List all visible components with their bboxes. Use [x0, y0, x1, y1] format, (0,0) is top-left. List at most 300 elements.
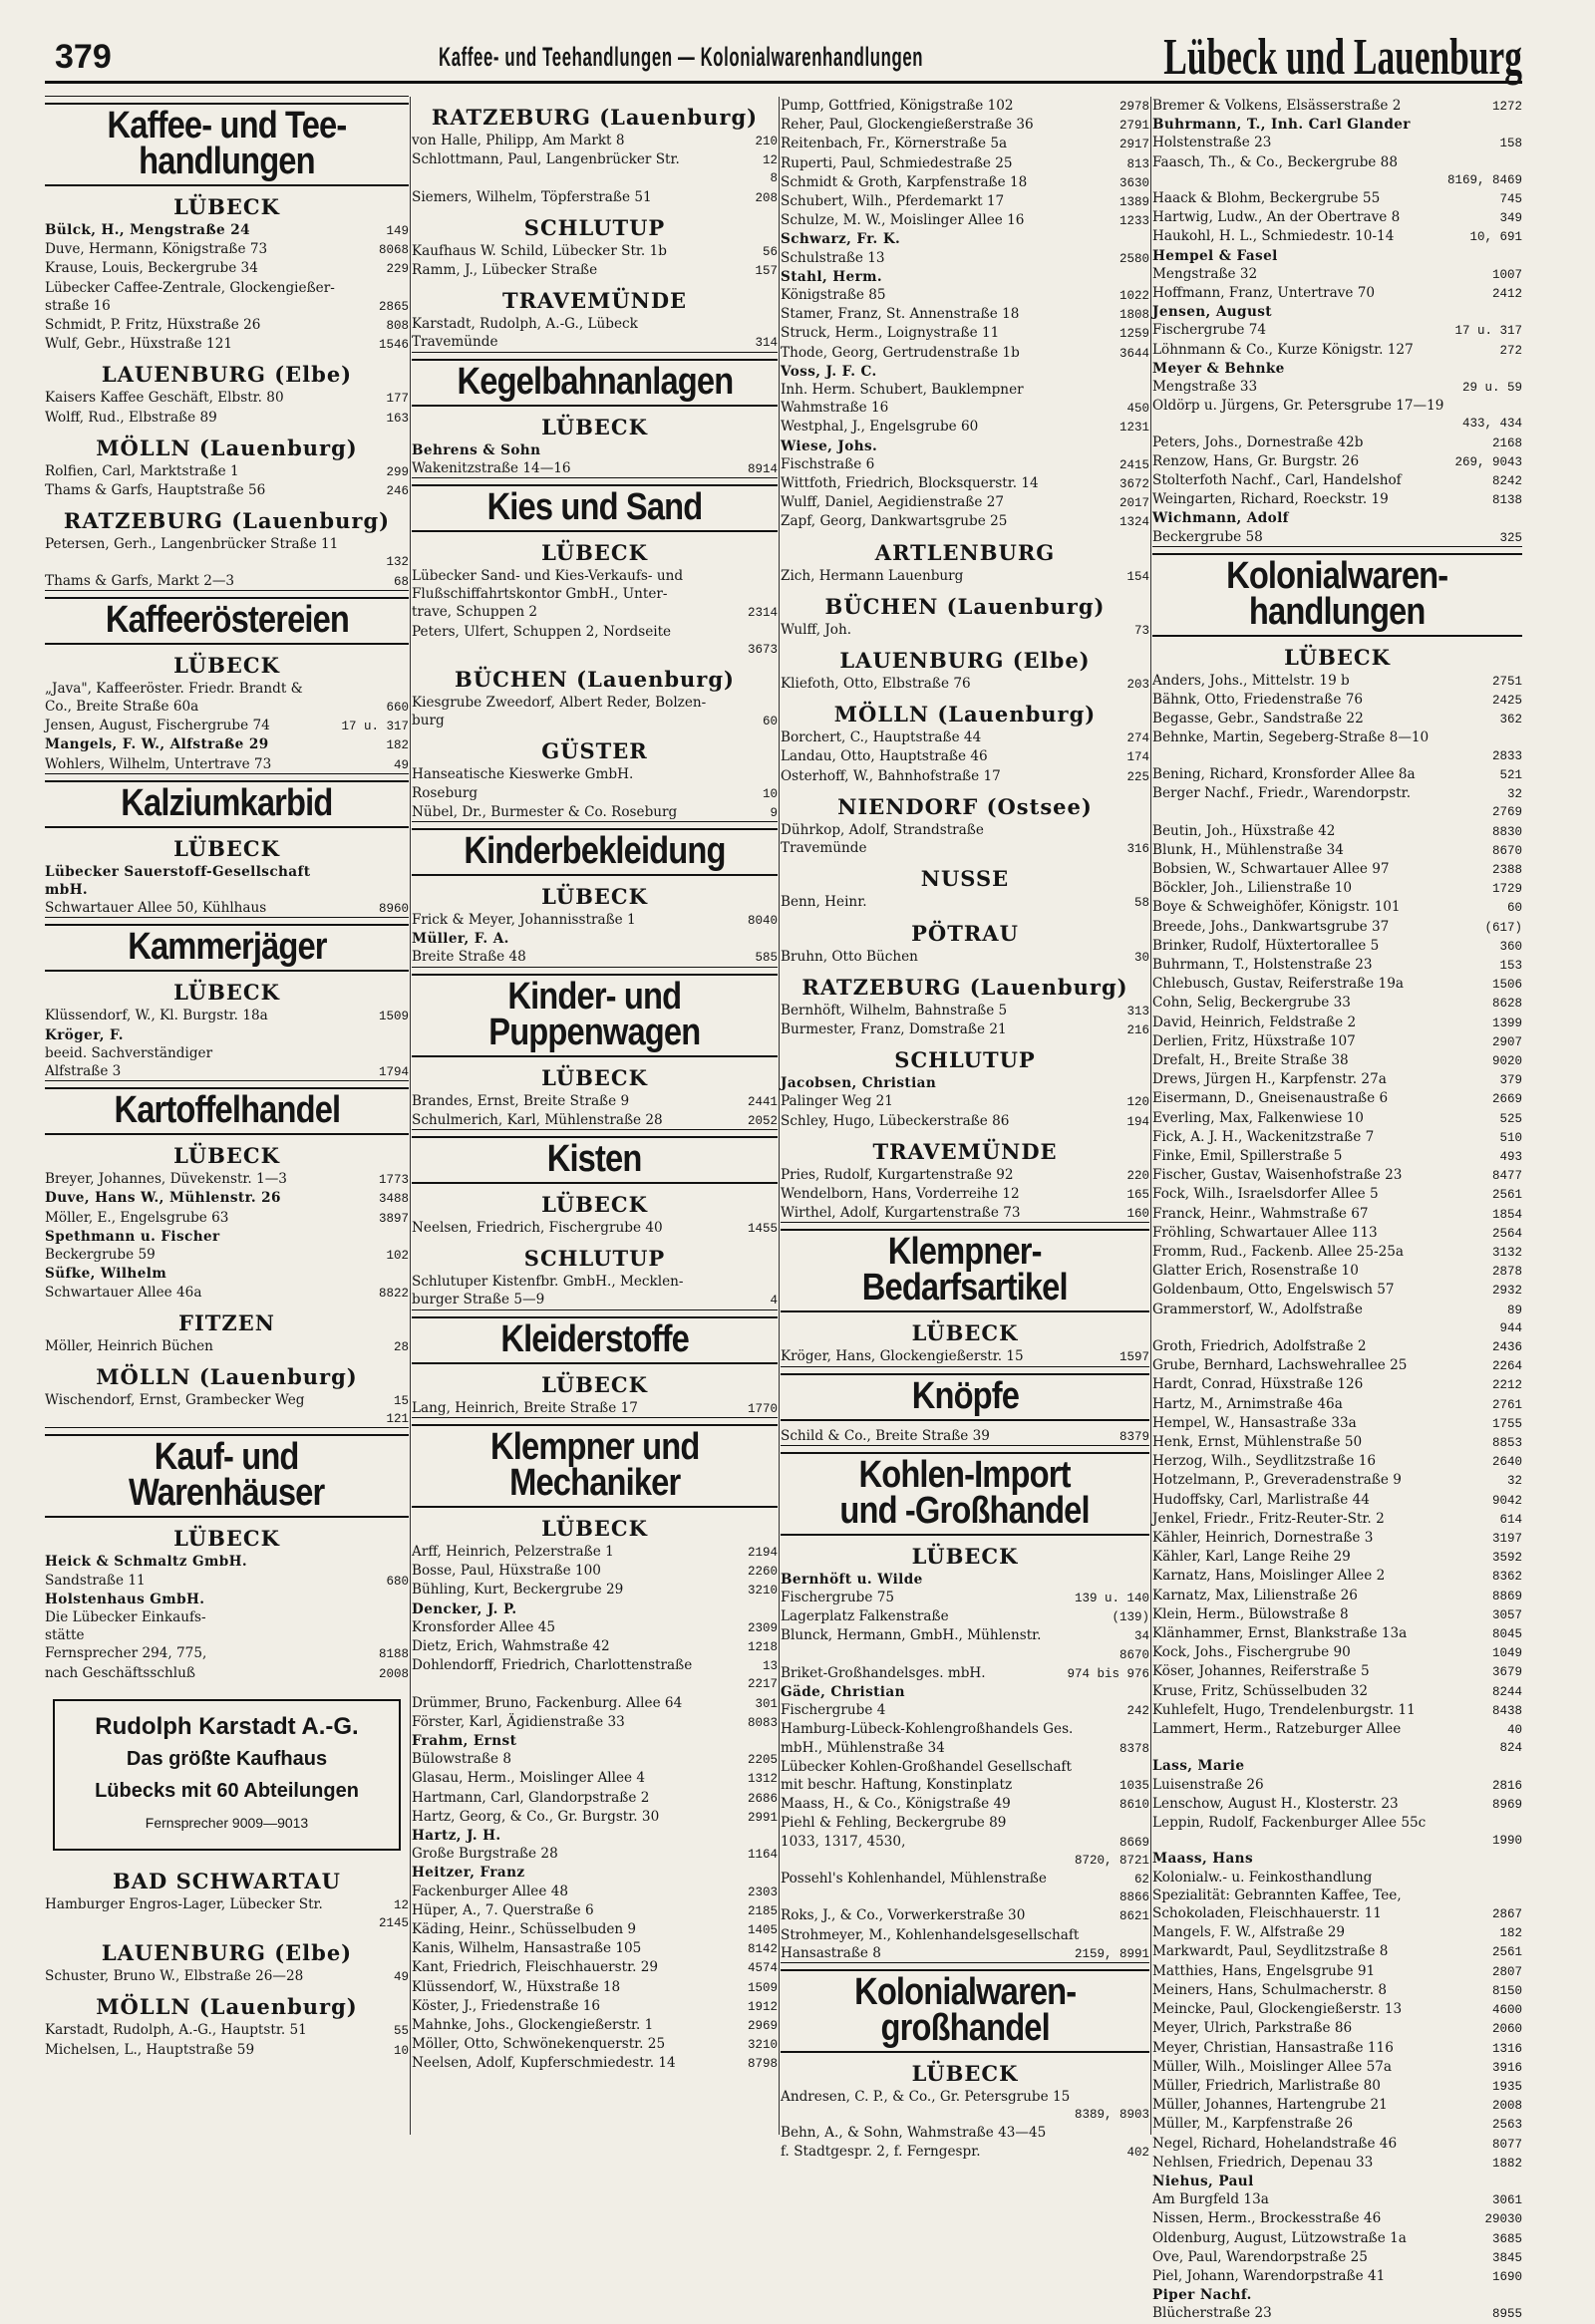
city-heading: BAD SCHWARTAU [113, 1868, 341, 1893]
directory-entry [1152, 1850, 1522, 1868]
phone-number: 8242 [1491, 474, 1522, 489]
entry-name: Süfke, Wilhelm [45, 1266, 167, 1283]
category-title: Kaffee- und Tee- handlungen [107, 105, 347, 182]
phone-number: 2052 [747, 1113, 778, 1128]
entry-name: Karnatz, Hans, Moislinger Allee 2 [1152, 1568, 1386, 1585]
phone-number: 2865 [378, 299, 409, 314]
entry-name: Grube, Bernhard, Lachswehrallee 25 [1152, 1357, 1408, 1374]
directory-entry [412, 242, 778, 261]
phone-number: 62 [1133, 1872, 1149, 1887]
entry-name: 1033, 1317, 4530, [781, 1833, 906, 1850]
entry-name: Chlebusch, Gustav, Reiferstraße 19a [1152, 976, 1404, 993]
phone-number: 3916 [1491, 2060, 1522, 2075]
entry-name: Fackenburger Allee 48 [412, 1883, 569, 1899]
directory-entry [45, 2041, 409, 2060]
directory-entry [1152, 1720, 1522, 1739]
directory-entry [781, 474, 1149, 493]
entry-name: Mangels, F. W., Alfstraße 29 [1152, 1924, 1345, 1941]
entry-name: Thams & Garfs, Markt 2—3 [45, 572, 235, 589]
entry-name: Thams & Garfs, Hauptstraße 56 [45, 482, 266, 499]
entry-name: Fröhling, Schwartauer Allee 113 [1152, 1224, 1378, 1241]
phone-number: 60 [762, 715, 778, 729]
entry-name: Schokoladen, Fleischhauerstr. 11 [1152, 1905, 1382, 1922]
directory-entry [1152, 509, 1522, 527]
directory-entry [45, 863, 409, 881]
directory-entry [412, 1789, 778, 1808]
directory-entry [412, 1600, 778, 1618]
directory-entry [1152, 1319, 1522, 1337]
entry-name: Osterhoff, W., Bahnhofstraße 17 [781, 767, 1001, 784]
directory-entry [1152, 1070, 1522, 1089]
city-heading: LÜBECK [541, 884, 648, 910]
directory-entry [1152, 1962, 1522, 1981]
page-header [45, 22, 1522, 84]
directory-entry [1152, 2135, 1522, 2154]
directory-entry [412, 1675, 778, 1693]
entry-name: Mengstraße 32 [1152, 265, 1258, 282]
city-heading: SCHLUTUP [523, 214, 666, 240]
directory-entry [1152, 1701, 1522, 1720]
phone-number: 1729 [1491, 882, 1522, 897]
directory-entry [781, 2124, 1149, 2142]
column-divider [779, 97, 780, 2135]
directory-entry [1152, 341, 1522, 360]
category-title: Knöpfe [911, 1374, 1019, 1417]
category-title: Kauf- und Warenhäuser [129, 1436, 325, 1515]
entry-name: Ruperti, Paul, Schmiedestraße 25 [781, 154, 1013, 171]
entry-name: Franck, Heinr., Wahmstraße 67 [1152, 1205, 1369, 1222]
phone-number: 2441 [747, 1094, 778, 1109]
directory-entry [781, 399, 1149, 418]
phone-number: 15 [393, 1393, 409, 1408]
city-heading: PÖTRAU [911, 920, 1019, 946]
category-title: Kohlen-Import und -Großhandel [839, 1453, 1091, 1532]
directory-entry [45, 279, 409, 297]
entry-name: Behrens & Sohn [412, 441, 541, 458]
city-heading: LÜBECK [173, 835, 280, 861]
directory-entry [412, 712, 778, 730]
directory-entry [1152, 860, 1522, 879]
entry-name: Nehlsen, Friedrich, Depenau 33 [1152, 2154, 1374, 2171]
directory-entry [1152, 1887, 1522, 1904]
phone-number: 2168 [1491, 436, 1522, 450]
entry-name: Hamburg-Lübeck-Kohlengroßhandels Ges. [781, 1721, 1074, 1738]
entry-name: trave, Schuppen 2 [412, 604, 538, 621]
entry-name: Wohlers, Wilhelm, Untertrave 73 [45, 755, 272, 772]
directory-entry [1152, 803, 1522, 821]
phone-number: 55 [393, 2024, 409, 2039]
city-heading: NUSSE [920, 866, 1010, 892]
directory-entry [45, 1044, 409, 1062]
directory-entry [1152, 452, 1522, 471]
phone-number: 1399 [1491, 1016, 1522, 1030]
phone-number: 58 [1133, 896, 1149, 911]
phone-number: 120 [1126, 1095, 1149, 1110]
phone-number: 8379 [1118, 1429, 1149, 1444]
directory-entry [45, 1026, 409, 1044]
directory-entry [1152, 1433, 1522, 1452]
phone-number: 1990 [1491, 1834, 1522, 1849]
city-heading: TRAVEMÜNDE [872, 1138, 1058, 1164]
directory-entry [45, 899, 409, 918]
category-heading [412, 974, 778, 1057]
directory-entry [45, 1007, 409, 1025]
entry-name: Beckergrube 58 [1152, 528, 1263, 545]
phone-number: 2260 [747, 1565, 778, 1580]
entry-name: Begasse, Gebr., Sandstraße 22 [1152, 711, 1364, 727]
entry-name: Goldenbaum, Otto, Engelswisch 57 [1152, 1282, 1395, 1299]
category-title: Kammerjäger [127, 926, 327, 969]
directory-entry [45, 1062, 409, 1081]
directory-entry [45, 1591, 409, 1608]
directory-entry [45, 881, 409, 899]
phone-number: 160 [1126, 1207, 1149, 1222]
city-heading: LÜBECK [911, 1543, 1019, 1569]
entry-name: Hartmann, Carl, Glandorpstraße 2 [412, 1789, 650, 1806]
entry-name: Wittfoth, Friedrich, Blocksquerstr. 14 [781, 475, 1039, 492]
entry-name: Jenkel, Friedr., Fritz-Reuter-Str. 2 [1152, 1510, 1385, 1527]
phone-number: 1389 [1118, 195, 1149, 210]
directory-entry [1152, 2000, 1522, 2019]
directory-entry [412, 1562, 778, 1581]
phone-number: 34 [1133, 1629, 1149, 1644]
entry-name: Drews, Jürgen H., Karpfenstr. 27a [1152, 1071, 1387, 1088]
phone-number: 29030 [1484, 2212, 1522, 2227]
directory-entry [45, 297, 409, 316]
entry-name: Breyer, Johannes, Düvekenstr. 1—3 [45, 1171, 287, 1188]
directory-entry [1152, 1032, 1522, 1051]
phone-number: 2791 [1118, 119, 1149, 134]
entry-name: Piper Nachf. [1152, 2287, 1252, 2304]
entry-name: Haukohl, H. L., Schmiedestr. 10-14 [1152, 228, 1395, 245]
city-heading: LAUENBURG (Elbe) [101, 1940, 353, 1966]
entry-name: Everling, Max, Falkenwiese 10 [1152, 1109, 1364, 1126]
city-heading: LAUENBURG (Elbe) [101, 362, 353, 388]
phone-number: 3845 [1491, 2250, 1522, 2265]
entry-name: Lübecker Caffee-Zentrale, Glockengießer- [45, 279, 335, 296]
phone-number: 1233 [1118, 214, 1149, 229]
phone-number: 2145 [378, 1915, 409, 1930]
entry-name: Roseburg [412, 784, 478, 801]
entry-name: Königstraße 85 [781, 287, 886, 304]
phone-number: 1755 [1491, 1416, 1522, 1431]
directory-entry [412, 803, 778, 822]
directory-entry [781, 1833, 1149, 1852]
entry-name: Fischer, Gustav, Waisenhofstraße 23 [1152, 1167, 1403, 1184]
entry-name: Fock, Wilh., Israelsdorfer Allee 5 [1152, 1186, 1379, 1203]
phone-number: 246 [386, 484, 409, 499]
directory-entry [781, 493, 1149, 512]
entry-name: Stolterfoth Nachf., Carl, Handelshof [1152, 472, 1402, 489]
entry-name: Kaufhaus W. Schild, Lübecker Str. 1b [412, 242, 667, 259]
entry-name: Finke, Emil, Spillerstraße 5 [1152, 1147, 1343, 1164]
directory-entry [412, 585, 778, 603]
phone-number: 808 [386, 319, 409, 334]
advertisement-line: Lübecks mit 60 Abteilungen [95, 1779, 359, 1802]
phone-number: 8670 [1118, 1647, 1149, 1662]
directory-entry [45, 316, 409, 335]
entry-name: Wendelborn, Hans, Vorderreihe 12 [781, 1185, 1020, 1202]
phone-number: 182 [1499, 1926, 1522, 1941]
directory-entry [781, 2106, 1149, 2124]
phone-number: 1770 [747, 1401, 778, 1416]
entry-name: Karnatz, Max, Lilienstraße 26 [1152, 1587, 1358, 1603]
phone-number: 154 [1126, 569, 1149, 584]
page-number: 379 [55, 38, 112, 76]
entry-name: Luisenstraße 26 [1152, 1776, 1264, 1793]
directory-entry [412, 1901, 778, 1920]
entry-name: Struck, Herm., Loignystraße 11 [781, 325, 1000, 342]
phone-number: 269, 9043 [1454, 454, 1522, 469]
directory-entry [45, 389, 409, 408]
entry-name: Neelsen, Adolf, Kupferschmiedestr. 14 [412, 2055, 676, 2072]
city-heading: LÜBECK [541, 540, 648, 566]
entry-name: Kiesgrube Zweedorf, Albert Reder, Bolzen- [412, 695, 707, 712]
advertisement-box [53, 1699, 401, 1851]
phone-number: 203 [1126, 678, 1149, 693]
directory-entry [412, 188, 778, 207]
entry-name: Haack & Blohm, Beckergrube 55 [1152, 190, 1381, 207]
city-heading: NIENDORF (Ostsee) [837, 793, 1093, 819]
entry-name: mbH. [45, 882, 89, 899]
phone-number: 8670 [1491, 843, 1522, 858]
entry-name: Meincke, Paul, Glockengießerstr. 13 [1152, 2001, 1403, 2018]
directory-entry [45, 1626, 409, 1644]
directory-entry [1152, 1757, 1522, 1775]
directory-entry [781, 1571, 1149, 1589]
directory-entry [781, 675, 1149, 694]
directory-entry [1152, 1795, 1522, 1814]
entry-name: Wulff, Joh. [781, 621, 852, 638]
entry-name: Hotzelmann, P., Greveradenstraße 9 [1152, 1472, 1402, 1489]
category-heading [412, 1316, 778, 1364]
phone-number: 4600 [1491, 2003, 1522, 2018]
entry-name: Oldörp u. Jürgens, Gr. Petersgrube 17—19 [1152, 398, 1444, 415]
category-title: Kegelbahnanlagen [457, 360, 733, 403]
directory-entry [1152, 134, 1522, 152]
entry-name: Hudoffsky, Carl, Marlistraße 44 [1152, 1491, 1370, 1508]
entry-name: Schild & Co., Breite Straße 39 [781, 1427, 990, 1444]
directory-entry [781, 268, 1149, 286]
entry-name: mbH., Mühlenstraße 34 [781, 1739, 945, 1756]
phone-number: 2303 [747, 1885, 778, 1899]
directory-entry [1152, 1452, 1522, 1471]
directory-entry [1152, 1814, 1522, 1832]
directory-entry [412, 641, 778, 659]
phone-number: 1022 [1118, 289, 1149, 304]
directory-entry [781, 1664, 1149, 1683]
phone-number: 29 u. 59 [1461, 381, 1522, 396]
phone-number: 9042 [1491, 1493, 1522, 1508]
entry-name: Krause, Louis, Beckergrube 34 [45, 260, 258, 277]
entry-name: Kolonialw.- u. Feinkosthandlung [1152, 1869, 1373, 1886]
phone-number: 1231 [1118, 421, 1149, 436]
entry-name: Wichmann, Adolf [1152, 510, 1289, 527]
phone-number: 2807 [1491, 1964, 1522, 1979]
entry-name: Wischendorf, Ernst, Grambecker Weg [45, 1391, 305, 1408]
directory-entry [412, 1864, 778, 1882]
entry-name: Hempel, W., Hansastraße 33a [1152, 1414, 1357, 1431]
phone-number: 208 [755, 190, 778, 205]
entry-name: Zich, Hermann Lauenburg [781, 567, 964, 584]
category-title: Kartoffelhandel [114, 1089, 340, 1132]
entry-name: Schlottmann, Paul, Langenbrücker Str. [412, 151, 680, 168]
entry-name: Negel, Richard, Hohelandstraße 46 [1152, 2135, 1398, 2152]
phone-number: 1882 [1491, 2156, 1522, 2171]
phone-number: 2564 [1491, 1226, 1522, 1241]
entry-name: Hartz, Georg, & Co., Gr. Burgstr. 30 [412, 1808, 660, 1825]
entry-name: Reitenbach, Fr., Körnerstraße 5a [781, 136, 1008, 152]
directory-entry [1152, 321, 1522, 340]
entry-name: Kliefoth, Otto, Elbstraße 76 [781, 676, 971, 693]
directory-entry [781, 1795, 1149, 1814]
entry-name: Lammert, Herm., Ratzeburger Allee [1152, 1721, 1402, 1738]
entry-name: Co., Breite Straße 60a [45, 699, 199, 716]
directory-entry [781, 1646, 1149, 1664]
city-heading: BÜCHEN (Lauenburg) [455, 667, 735, 693]
entry-name: Käding, Heinr., Schüsselbuden 9 [412, 1920, 637, 1937]
directory-entry [1152, 397, 1522, 415]
entry-name: Müller, Wilh., Moislinger Allee 57a [1152, 2058, 1392, 2075]
directory-entry [45, 1391, 409, 1410]
directory-entry [781, 211, 1149, 230]
phone-number: 8869 [1491, 1589, 1522, 1603]
entry-name: Beckergrube 59 [45, 1247, 156, 1264]
phone-number: 314 [755, 336, 778, 351]
entry-name: Schulstraße 13 [781, 249, 885, 266]
phone-number: 8822 [378, 1286, 409, 1301]
phone-number: 8628 [1491, 997, 1522, 1012]
phone-number: 3897 [378, 1211, 409, 1226]
directory-entry [781, 1944, 1149, 1963]
phone-number: 4 [770, 1294, 778, 1308]
phone-number: 3210 [747, 2038, 778, 2053]
entry-name: Piehl & Fehling, Beckergrube 89 [781, 1815, 1007, 1832]
entry-name: Blücherstraße 23 [1152, 2305, 1272, 2322]
directory-entry [781, 839, 1149, 858]
phone-number: 2436 [1491, 1339, 1522, 1354]
directory-entry [45, 1284, 409, 1303]
directory-entry [781, 1926, 1149, 1944]
directory-entry [1152, 994, 1522, 1013]
city-heading: MÖLLN (Lauenburg) [96, 1363, 358, 1389]
entry-name: Klänhammer, Ernst, Blankstraße 13a [1152, 1625, 1408, 1642]
directory-entry [412, 132, 778, 150]
directory-entry [412, 1092, 778, 1111]
directory-entry [1152, 1337, 1522, 1356]
directory-entry [1152, 1548, 1522, 1567]
directory-entry [781, 821, 1149, 839]
column-1 [45, 97, 409, 2135]
directory-entry [1152, 528, 1522, 547]
city-heading: LÜBECK [911, 1320, 1019, 1346]
entry-name: Wulff, Daniel, Aegidienstraße 27 [781, 494, 1005, 511]
phone-number: 8477 [1491, 1169, 1522, 1184]
entry-name: Mengstraße 33 [1152, 379, 1258, 396]
phone-number: 974 bis 976 [1067, 1666, 1149, 1681]
directory-entry [781, 286, 1149, 305]
phone-number: 745 [1499, 192, 1522, 207]
entry-name: Holstenstraße 23 [1152, 135, 1272, 151]
entry-name: Herzog, Wilh., Seydlitzstraße 16 [1152, 1453, 1377, 1470]
phone-number: 8438 [1491, 1703, 1522, 1718]
column-2 [412, 97, 778, 2135]
directory-entry [781, 249, 1149, 268]
city-heading: SCHLUTUP [523, 1246, 666, 1272]
entry-name: Schmidt, P. Fritz, Hüxstraße 26 [45, 317, 261, 334]
phone-number: 8960 [378, 902, 409, 917]
phone-number: 325 [1499, 530, 1522, 545]
directory-entry [45, 1664, 409, 1683]
phone-number: 2991 [747, 1810, 778, 1825]
entry-name: Breede, Johs., Dankwartsgrube 37 [1152, 918, 1390, 935]
directory-entry [1152, 1942, 1522, 1961]
entry-name: Nissen, Herm., Brockesstraße 46 [1152, 2210, 1382, 2227]
directory-entry [412, 1997, 778, 2016]
directory-entry [412, 1939, 778, 1958]
phone-number: 450 [1126, 402, 1149, 417]
phone-number: 2212 [1491, 1378, 1522, 1393]
directory-entry [412, 1543, 778, 1562]
directory-entry [781, 512, 1149, 531]
city-heading: LÜBECK [541, 1064, 648, 1090]
phone-number: 299 [386, 464, 409, 479]
entry-name: Glasau, Herm., Moislinger Allee 4 [412, 1770, 646, 1787]
entry-name: Mangels, F. W., Alfstraße 29 [45, 736, 269, 753]
entry-name: Strohmeyer, M., Kohlenhandelsgesellschaft [781, 1926, 1080, 1943]
directory-entry [1152, 1624, 1522, 1643]
directory-entry [45, 717, 409, 735]
directory-entry [781, 1906, 1149, 1925]
directory-entry [1152, 1224, 1522, 1243]
entry-name: Berger Nachf., Friedr., Warendorpstr. [1152, 785, 1412, 802]
directory-entry [1152, 1510, 1522, 1529]
directory-entry [1152, 247, 1522, 265]
entry-name: David, Heinrich, Feldstraße 2 [1152, 1014, 1357, 1030]
phone-number: 272 [1499, 343, 1522, 358]
entry-name: Brandes, Ernst, Breite Straße 9 [412, 1092, 630, 1109]
entry-name: Kaisers Kaffee Geschäft, Elbstr. 80 [45, 390, 284, 407]
directory-entry [412, 459, 778, 478]
entry-name: Duve, Hermann, Königstraße 73 [45, 241, 268, 258]
phone-number: 3057 [1491, 1607, 1522, 1622]
directory-entry [781, 192, 1149, 211]
entry-name: Jensen, August [1152, 304, 1272, 321]
directory-entry [1152, 1243, 1522, 1262]
directory-entry [45, 1265, 409, 1283]
directory-entry [1152, 2190, 1522, 2209]
phone-number: 349 [1499, 211, 1522, 226]
phone-number: 3672 [1118, 477, 1149, 492]
phone-number: 8068 [378, 243, 409, 258]
directory-entry [1152, 2173, 1522, 2190]
city-heading: LÜBECK [173, 652, 280, 678]
entry-name: Hamburger Engros-Lager, Lübecker Str. [45, 1895, 323, 1912]
entry-name: Frahm, Ernst [412, 1732, 517, 1749]
directory-entry [45, 1228, 409, 1246]
directory-entry [1152, 2019, 1522, 2038]
entry-name: Dührkop, Adolf, Strandstraße [781, 821, 984, 838]
phone-number: 8621 [1118, 1909, 1149, 1924]
directory-entry [1152, 1262, 1522, 1281]
phone-number: 510 [1499, 1130, 1522, 1145]
phone-number: 3673 [747, 642, 778, 657]
phone-number: 614 [1499, 1512, 1522, 1527]
phone-number: 3132 [1491, 1245, 1522, 1260]
entry-name: Hartz, J. H. [412, 1827, 501, 1844]
phone-number: 3197 [1491, 1532, 1522, 1547]
entry-name: Kähler, Karl, Lange Reihe 29 [1152, 1549, 1351, 1566]
